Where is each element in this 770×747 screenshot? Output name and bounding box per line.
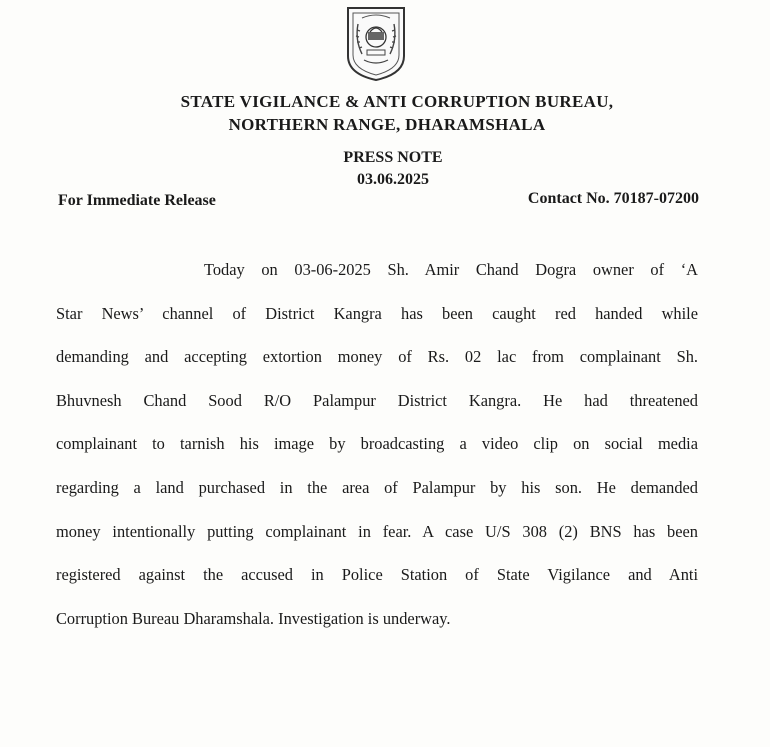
state-emblem-icon <box>342 4 410 82</box>
press-note-body <box>56 248 698 640</box>
body-line: Corruption Bureau Dharamshala. Investigation is underway. <box>56 608 451 628</box>
bureau-name: STATE VIGILANCE & ANTI CORRUPTION BUREAU, <box>180 92 614 111</box>
bureau-range: NORTHERN RANGE, DHARAMSHALA <box>228 115 546 134</box>
body-line: regarding a land purchased in the area of Palampur by his son. He demanded <box>56 477 698 497</box>
body-line: money intentionally putting complainant in fear. A case U/S 308 (2) BNS has been <box>56 521 698 541</box>
body-line: demanding and accepting extortion money of Rs. 02 lac from complainant Sh. <box>56 347 698 367</box>
contact-number: Contact No. 70187-07200 <box>527 190 699 207</box>
press-note-date: 03.06.2025 <box>357 171 429 188</box>
body-line: registered against the accused in Police Station of State Vigilance and Anti <box>56 565 698 585</box>
release-label: For Immediate Release <box>58 192 216 209</box>
body-line: Bhuvnesh Chand Sood R/O Palampur District Kangra. He had threatened <box>56 390 698 410</box>
body-line: complainant to tarnish his image by broadcasting a video clip on social media <box>56 434 698 454</box>
press-note-title: PRESS NOTE <box>343 149 443 166</box>
body-line: Star News’ channel of District Kangra has been caught red handed while <box>56 303 698 323</box>
body-line: Today on 03-06-2025 Sh. Amir Chand Dogra owner of ‘A <box>204 260 698 279</box>
